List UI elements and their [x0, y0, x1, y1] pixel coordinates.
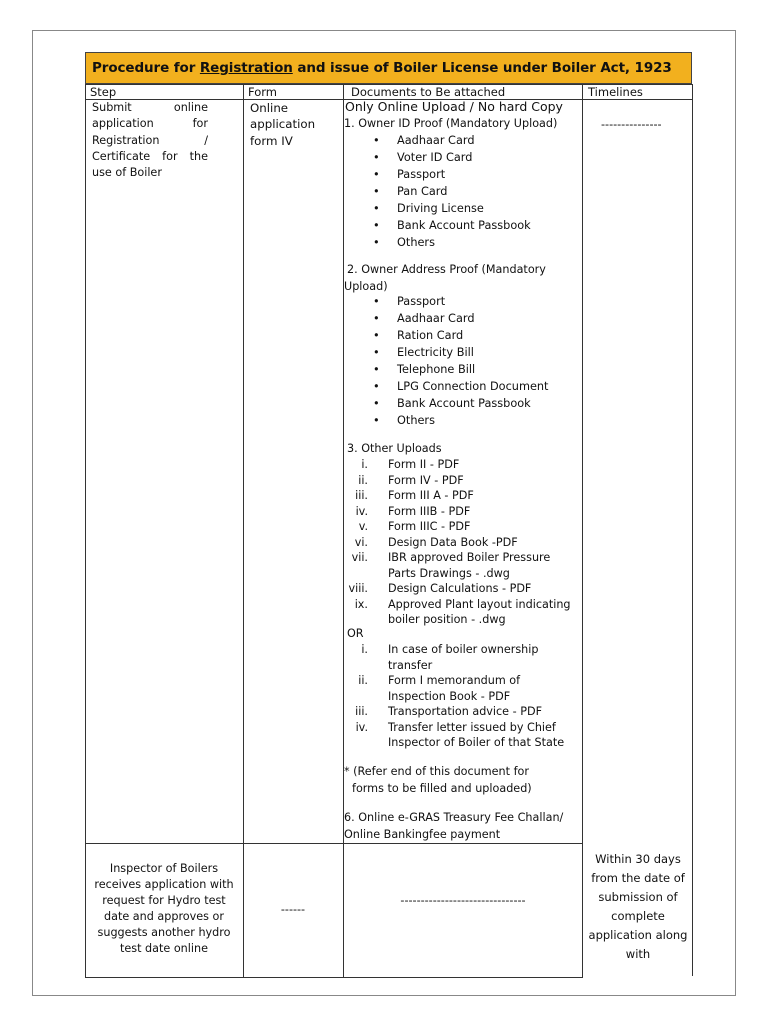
col-border-docs-timelines	[582, 84, 583, 978]
list-item: • Others	[371, 412, 549, 429]
list-item: i. In case of boiler ownership transfer	[361, 643, 539, 672]
list-item: • Electricity Bill	[371, 344, 549, 361]
form-1-text: Online application form IV	[250, 101, 316, 148]
refer-note: * (Refer end of this document for forms to be filled and uploaded)	[344, 765, 532, 795]
header-documents: Documents to Be attached	[351, 85, 506, 99]
list-item: • Telephone Bill	[371, 361, 549, 378]
header-step: Step	[90, 85, 117, 99]
documents-2-text: -------------------------------	[400, 894, 526, 907]
table-bottom-border	[85, 977, 582, 978]
owner-id-heading: 1. Owner ID Proof (Mandatory Upload)	[344, 117, 558, 130]
col-border-right	[692, 84, 693, 976]
list-item: • Bank Account Passbook	[371, 217, 531, 234]
list-item: • Pan Card	[371, 183, 531, 200]
list-item: vi. Design Data Book -PDF	[354, 535, 518, 549]
step-1-text: Submit online application for Registration / Certificate for the use of Boiler	[92, 101, 208, 180]
transfer-uploads-list	[342, 642, 578, 751]
page-title: Procedure for Registration and issue of Boiler License under Boiler Act, 1923	[85, 52, 692, 84]
list-item: • Passport	[371, 166, 531, 183]
form-2-text: ------	[280, 903, 306, 916]
list-item: • Voter ID Card	[371, 149, 531, 166]
list-item: ii. Form I memorandum of Inspection Book - PDF	[358, 674, 521, 703]
owner-id-list	[371, 132, 531, 251]
other-uploads-list	[342, 457, 578, 628]
owner-address-heading: 2. Owner Address Proof (Mandatory Upload)	[344, 263, 546, 293]
header-form: Form	[248, 85, 277, 99]
list-item: • Aadhaar Card	[371, 132, 531, 149]
list-item: iii. Transportation advice - PDF	[355, 705, 543, 718]
owner-address-list	[371, 293, 549, 429]
timeline-2-text: Within 30 days from the date of submission of complete application along with	[588, 852, 688, 961]
list-item: i. Form II - PDF	[361, 458, 460, 471]
list-item: vii. IBR approved Boiler Pressure Parts Drawings - .dwg	[351, 551, 551, 580]
list-item: • Driving License	[371, 200, 531, 217]
title-underlined-word: Registration	[199, 60, 293, 76]
list-item: • Bank Account Passbook	[371, 395, 549, 412]
list-item: iii. Form III A - PDF	[355, 489, 474, 502]
col-border-step-form	[243, 84, 244, 978]
list-item: ix. Approved Plant layout indicating boiler position - .dwg	[354, 597, 571, 626]
list-item: iv. Form IIIB - PDF	[355, 504, 471, 518]
documents-upload-note: Only Online Upload / No hard Copy	[345, 99, 563, 114]
list-item: • LPG Connection Document	[371, 378, 549, 395]
list-item: iv. Transfer letter issued by Chief Inspector of Boiler of that State	[355, 720, 565, 749]
col-border-left	[85, 84, 86, 978]
list-item: • Others	[371, 234, 531, 251]
list-item: • Ration Card	[371, 327, 549, 344]
egras-payment-text: 6. Online e-GRAS Treasury Fee Challan/ Online Bankingfee payment	[344, 811, 564, 841]
list-item: • Passport	[371, 293, 549, 310]
header-timelines: Timelines	[588, 85, 643, 99]
list-item: v. Form IIIC - PDF	[358, 520, 471, 533]
list-item: viii. Design Calculations - PDF	[348, 582, 532, 595]
list-item: • Aadhaar Card	[371, 310, 549, 327]
timeline-1-text: ---------------	[601, 118, 662, 131]
step-2-text: Inspector of Boilers receives application with request for Hydro test date and approves or suggests another hydro test date online	[94, 862, 234, 955]
row-divider	[85, 843, 582, 844]
other-uploads-heading: 3. Other Uploads	[347, 442, 442, 455]
list-item: ii. Form IV - PDF	[358, 473, 464, 487]
or-label: OR	[347, 627, 364, 640]
